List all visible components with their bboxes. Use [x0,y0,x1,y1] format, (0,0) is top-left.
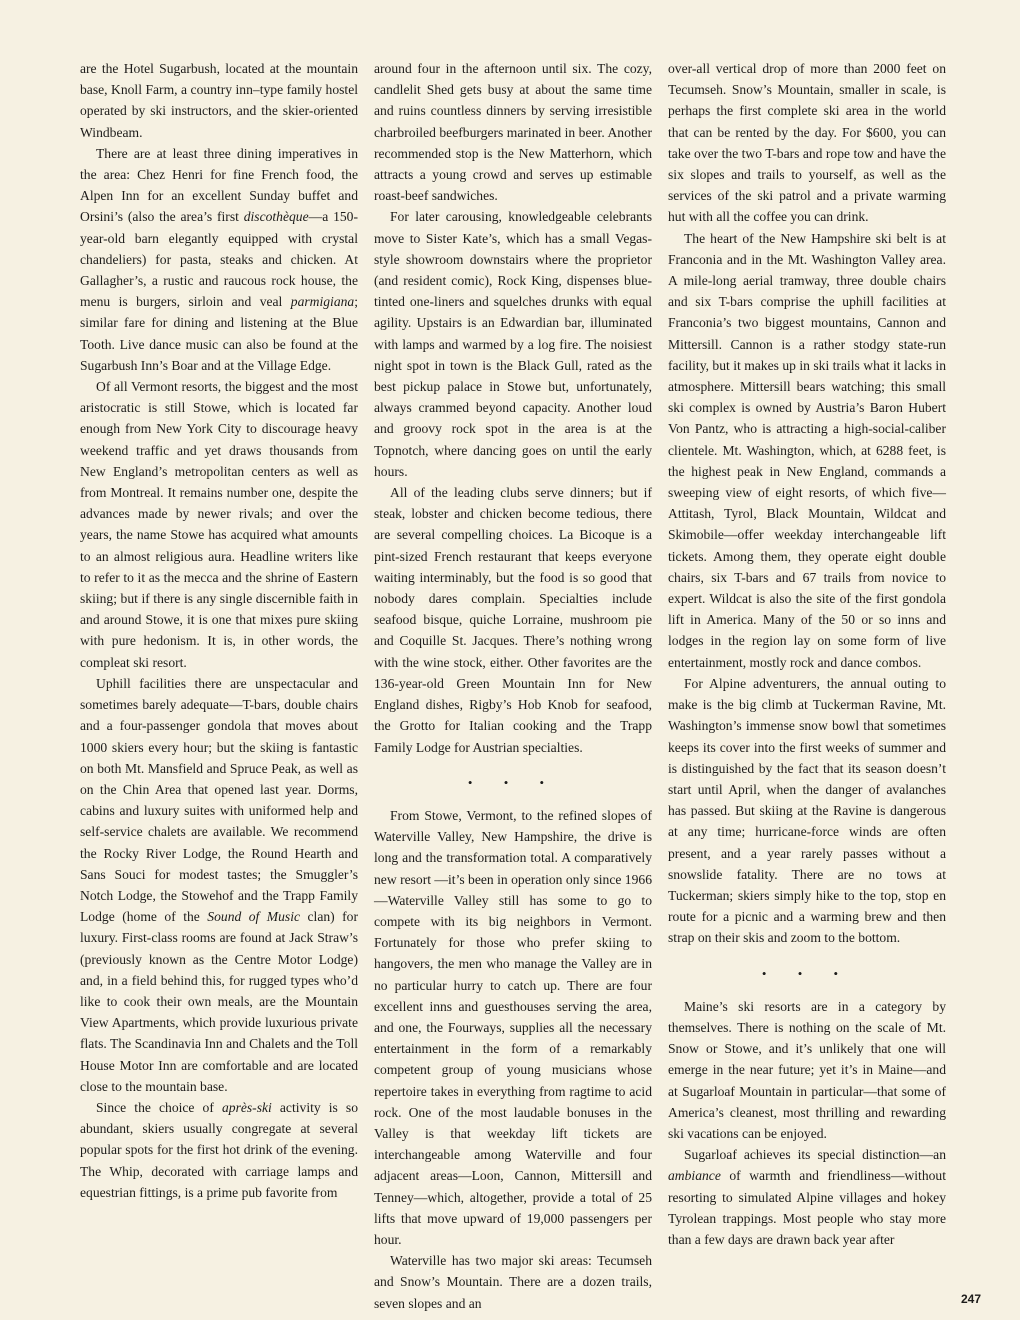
paragraph-text: Sugarloaf achieves its special distinction—an [684,1147,946,1163]
paragraph-text: From Stowe, Vermont, to the refined slopes of Waterville Valley, New Hampshire, the drive is long and the transformation total. A comparatively new resort —it’s been in operation only since 1966—Waterville Valley still has some to go to compete with its big neighbors in Vermont. Fortunately for those who prefer skiing to hangovers, the men who manage the Valley are in no particular hurry to catch up. There are four excellent inns and guesthouses serving the area, and one, the Fourways, supplies all the necessary entertainment in the form of a remarkably competent group of young musicians whose repertoire takes in everything from ragtime to acid rock. One of the most laudable bonuses in the Valley is that weekday lift tickets are interchangeable among Waterville and four adjacent areas—Loon, Cannon, Mittersill and Tenney—which, altogether, provide a total of 25 lifts that move upward of 19,000 passengers per hour. [374,807,652,1247]
article-paragraph [80,58,358,143]
article-paragraph [668,673,946,949]
article-paragraph [668,1144,946,1250]
article-paragraph [80,143,358,376]
paragraph-text: ; similar fare for dining and listening at the Blue Tooth. Live dance music can also be found at the Sugarbush Inn’s Boar and at the Village Edge. [80,294,358,373]
paragraph-text: around four in the afternoon until six. The cozy, candlelit Shed gets busy at about the same time and ruins countless dinners by serving irresistible charbroiled beefburgers marinated in beer. Another recommended stop is the New Matterhorn, which attracts a young crowd and serves up estimable roast-beef sandwiches. [374,61,652,204]
text-column-3 [668,58,946,1250]
paragraph-text: Since the choice of [96,1099,222,1115]
article-paragraph [668,996,946,1144]
text-column-2 [374,58,652,1314]
article-paragraph [374,58,652,206]
page-number: 247 [961,1292,982,1306]
paragraph-text: activity is so abundant, skiers usually congregate at several popular spots for the first hot drink of the evening. The Whip, decorated with carriage lamps and equestrian fittings, is a prime pub favorite from [80,1099,358,1200]
article-paragraph [668,228,946,673]
paragraph-text: clan) for luxury. First-class rooms are found at Jack Straw’s (previously known as the Centre Motor Lodge) and, in a field behind this, for rugged types who’d like to cook their own meals, are the Mountain View Apartments, which provide luxurious private flats. The Scandinavia Inn and Chalets and the Toll House Motor Inn are comfortable and are located close to the mountain base. [80,909,358,1094]
section-separator: • • • [467,774,559,790]
paragraph-text: All of the leading clubs serve dinners; but if steak, lobster and chicken become tedious, there are several compelling choices. La Bicoque is a pint-sized French restaurant that keeps everyone waiting interminably, but the food is so good that nobody dares complain. Specialties include seafood bisque, quiche Lorraine, mushroom pie and Coquille St. Jacques. There’s nothing wrong with the wine stock, either. Other favorites are the 136-year-old Green Mountain Inn for New England dishes, Rigby’s Hob Knob for seafood, the Grotto for Italian cooking and the Trapp Family Lodge for Austrian specialties. [374,485,652,755]
article-paragraph [80,1097,358,1203]
article-paragraph [80,376,358,673]
paragraph-text: are the Hotel Sugarbush, located at the mountain base, Knoll Farm, a country inn–type family hostel operated by ski instructors, and the skier-oriented Windbeam. [80,61,358,140]
italic-text: ambiance [668,1168,721,1184]
article-paragraph [668,58,946,228]
italic-text: Sound of Music [207,909,301,925]
paragraph-text: The heart of the New Hampshire ski belt is at Franconia and in the Mt. Washington Valley area. A mile-long aerial tramway, three double chairs and six T-bars comprise the uphill facilities at Franconia’s two biggest mountains, Cannon and Mittersill. Cannon is a rather stodgy state-run facility, but it makes up in ski trails what it lacks in atmosphere. Mittersill bears watching; this small ski complex is owned by Austria’s Baron Hubert Von Pantz, who is attracting a high-social-caliber clientele. Mt. Washington, which, at 6288 feet, is the highest peak in New England, commands a sweeping view of eight resorts, of which five—Attitash, Tyrol, Black Mountain, Wildcat and Skimobile—offer weekday interchangeable lift tickets. Among them, they operate eight double chairs, six T-bars and 67 trails from novice to expert. Wildcat is also the site of the first gondola lift in America. Many of the 50 or so inns and lodges in the region lay on some form of live entertainment, mostly rock and dance combos. [668,230,946,670]
paragraph-text: over-all vertical drop of more than 2000 feet on Tecumseh. Snow’s Mountain, smaller in scale, is perhaps the first complete ski area in the world that can be rented by the day. For $600, you can take over the two T-bars and rope tow and have the six slopes and trails to yourself, as well as the services of the ski patrol and a private warming hut with all the coffee you can drink. [668,61,946,225]
italic-text: discothèque [243,209,309,225]
paragraph-text: For later carousing, knowledgeable celebrants move to Sister Kate’s, which has a small Vegas-style showroom downstairs where the proprietor (and resident comic), Rock King, dispenses blue-tinted one-liners and squelches drunks with equal agility. Upstairs is an Edwardian bar, illuminated with lamps and warmed by a log fire. The noisiest night spot in town is the Black Gull, rated as the best pickup palace in Stowe but, unfortunately, always crammed beyond capacity. Another loud and groovy rock spot in the area is at the Topnotch, where dancing goes on until the early hours. [374,209,652,479]
paragraph-text: Maine’s ski resorts are in a category by themselves. There is nothing on the scale of Mt. Snow or Stowe, and it’s unlikely that one will emerge in the near future; yet it’s in Maine—and at Sugarloaf Mountain in particular—that some of America’s cleanest, most thrilling and rewarding ski vacations can be enjoyed. [668,998,946,1141]
article-paragraph [374,1250,652,1314]
paragraph-text: Uphill facilities there are unspectacular and sometimes barely adequate—T-bars, double chairs and a four-passenger gondola that moves about 1000 skiers every hour; but the skiing is fantastic on both Mt. Mansfield and Spruce Peak, as well as on the Chin Area that opened last year. Dorms, cabins and luxury suites with uniformed help and self-service chalets are available. We recommend the Rocky River Lodge, the Round Hearth and Sans Souci for modest tastes; the Smuggler’s Notch Lodge, the Stowehof and the Trapp Family Lodge (home of the [80,675,358,925]
text-column-1 [80,58,358,1203]
article-paragraph [374,206,652,482]
paragraph-text: Of all Vermont resorts, the biggest and the most aristocratic is still Stowe, which is located far enough from New York City to discourage heavy weekend traffic and yet draws thousands from New England’s metropolitan centers as well as from Montreal. It remains number one, despite the advances made by newer rivals; and over the years, the name Stowe has acquired what amounts to an almost religious aura. Headline writers like to refer to it as the mecca and the shrine of Eastern skiing; but if there is any single discernible faith in and around Stowe, it is one that mixes pure skiing with pure hedonism. It is, in other words, the compleat ski resort. [80,379,358,670]
article-paragraph [80,673,358,1097]
paragraph-text: Waterville has two major ski areas: Tecumseh and Snow’s Mountain. There are a dozen trails, seven slopes and an [374,1253,652,1311]
paragraph-text: —a 150-year-old barn elegantly equipped with crystal chandeliers) for pasta, steaks and chicken. At Gallagher’s, a rustic and raucous rock house, the menu is burgers, sirloin and veal [80,209,358,310]
italic-text: après-ski [221,1099,272,1115]
section-separator: • • • [761,965,853,981]
article-paragraph [374,482,652,758]
paragraph-text: of warmth and friendliness—without resorting to simulated Alpine villages and hokey Tyrolean trappings. Most people who stay more than a few days are drawn back year after [668,1168,946,1247]
paragraph-text: For Alpine adventurers, the annual outing to make is the big climb at Tuckerman Ravine, Mt. Washington’s immense snow bowl that sometimes keeps its cover into the first weeks of summer and is distinguished by the fact that its season doesn’t start until April, when the danger of avalanches has passed. But skiing at the Ravine is dangerous at any time; hurricane-force winds are often present, and a year rarely passes without a snowslide fatality. There are no tows at Tuckerman; skiers simply hike to the top, stop en route for a picnic and a warming brew and then strap on their skis and zoom to the bottom. [668,675,946,946]
article-paragraph [374,805,652,1250]
paragraph-text: There are at least three dining imperatives in the area: Chez Henri for fine French food, the Alpen Inn for an excellent Sunday buffet and Orsini’s (also the area’s first [80,145,358,225]
italic-text: parmigiana [290,294,355,310]
